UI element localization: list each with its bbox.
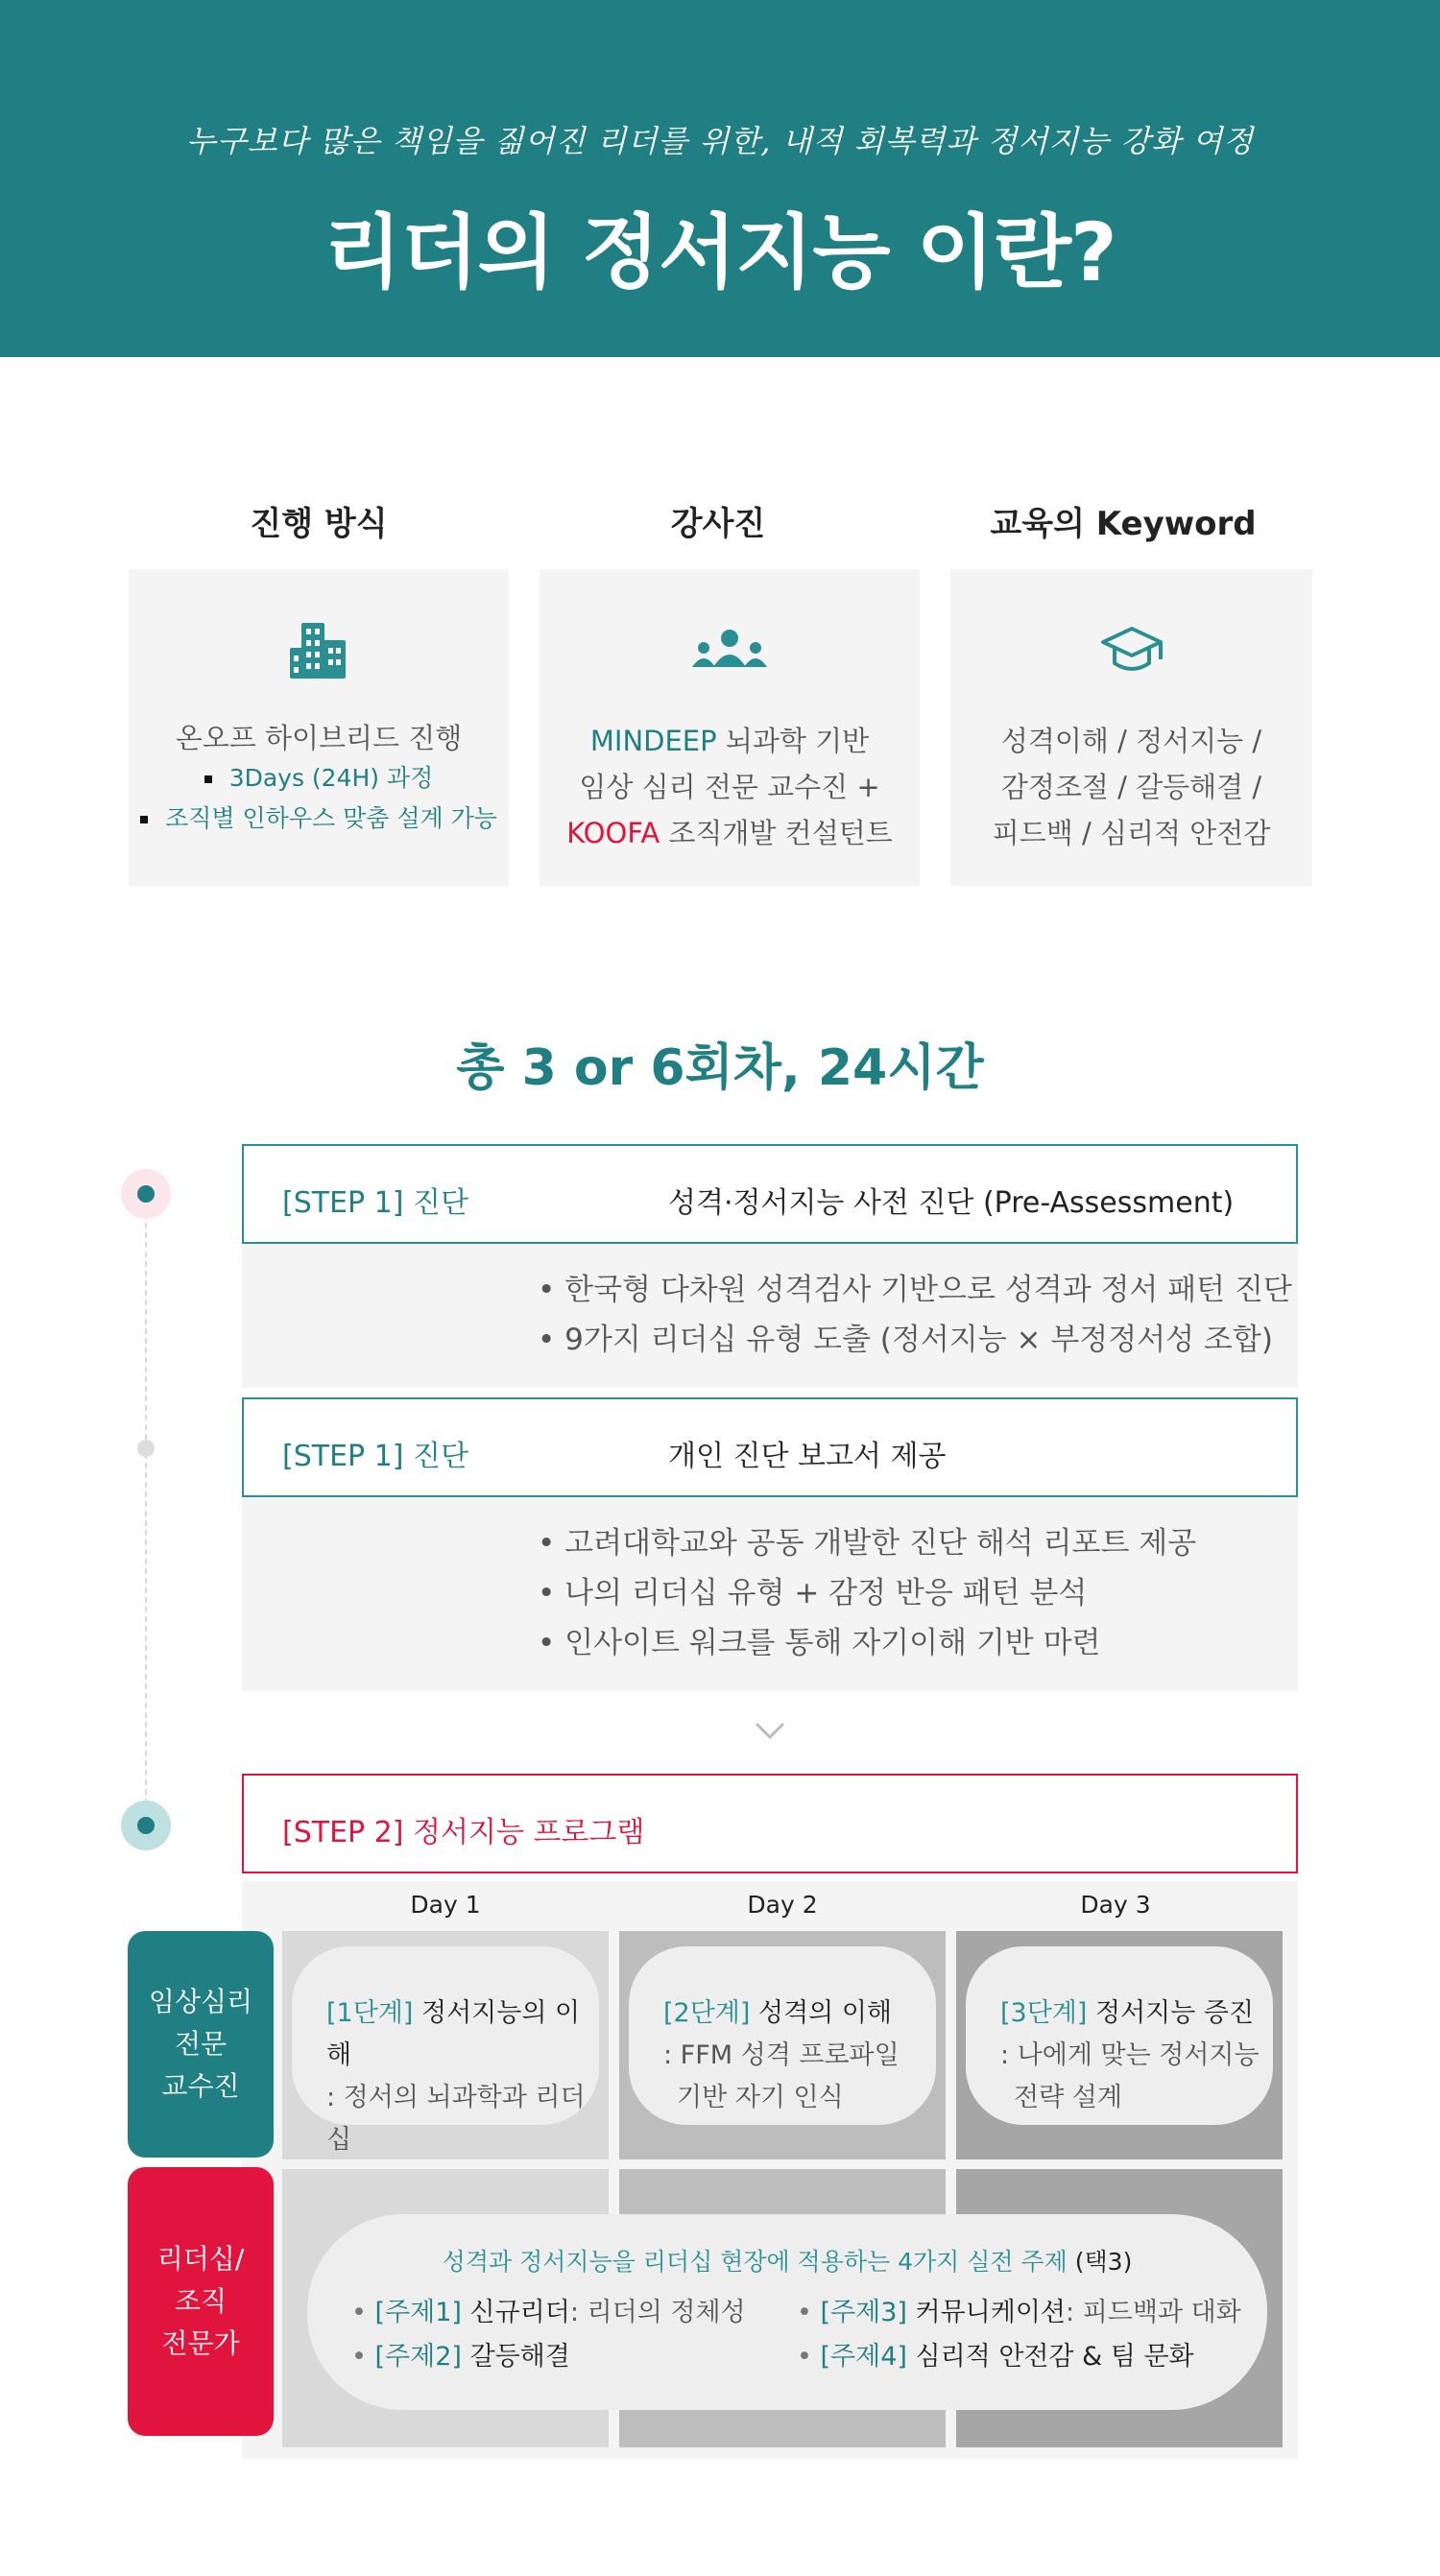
keywords-line-1: 성격이해 / 정서지능 / (1000, 725, 1262, 757)
building-icon (284, 619, 353, 680)
role-clinical: 임상심리 전문 교수진 (128, 1931, 274, 2158)
day-2-stage-cell (619, 1931, 946, 2159)
step-label: [STEP 1] 진단 (282, 1186, 468, 1220)
keywords-line-2: 감정조절 / 갈등해결 / (1000, 771, 1262, 803)
instructors-line-2: 임상 심리 전문 교수진 + (579, 771, 880, 803)
day-3-label: Day 3 (1080, 1891, 1151, 1919)
step-detail-2 (242, 1497, 1298, 1691)
topic-item: • [주제1] 신규리더: 리더의 정체성 (351, 2291, 746, 2335)
keywords-card (950, 569, 1312, 886)
instructors-line-1: MINDEEP 뇌과학 기반 (589, 725, 870, 757)
timeline-dot-3 (121, 1801, 171, 1850)
topic-item: • [주제3] 커뮤니케이션: 피드백과 대화 (797, 2291, 1241, 2335)
instructors-line-3: KOOFA 조직개발 컨설턴트 (566, 817, 893, 849)
graduation-cap-icon (1097, 619, 1166, 680)
step-box-3 (242, 1774, 1298, 1873)
topics-pill (307, 2214, 1267, 2410)
list-item: • 한국형 다차원 성격검사 기반으로 성격과 정서 패턴 진단 (538, 1265, 1292, 1315)
instructors-card (540, 569, 920, 886)
day-1-stage-cell (282, 1931, 609, 2159)
header-banner (0, 0, 1440, 357)
timeline-dot-2 (137, 1440, 155, 1457)
keywords-title: 교육의 Keyword (990, 505, 1257, 543)
list-item: • 고려대학교와 공동 개발한 진단 해석 리포트 제공 (538, 1518, 1196, 1568)
step-desc: 성격·정서지능 사전 진단 (Pre-Assessment) (668, 1186, 1235, 1220)
header-subtitle: 누구보다 많은 책임을 짊어진 리더를 위한, 내적 회복력과 정서지능 강화 여정 (185, 123, 1255, 159)
role-leadership: 리더십/ 조직 전문가 (128, 2167, 274, 2436)
method-bullet-2: 조직별 인하우스 맞춤 설계 가능 (129, 799, 509, 839)
timeline-dot-1 (121, 1169, 171, 1219)
method-title: 진행 방식 (250, 505, 388, 543)
step-label: [STEP 2] 정서지능 프로그램 (282, 1816, 645, 1849)
list-item: • 9가지 리더십 유형 도출 (정서지능 × 부정정서성 조합) (538, 1315, 1292, 1365)
step-detail-1 (242, 1244, 1298, 1388)
chevron-down-icon (753, 1714, 787, 1749)
instructors-title: 강사진 (670, 505, 766, 543)
list-item: • 나의 리더십 유형 + 감정 반응 패턴 분석 (538, 1568, 1196, 1618)
stage-pill: [3단계] 정서지능 증진 : 나에게 맞는 정서지능 전략 설계 (966, 1946, 1273, 2125)
method-line: 온오프 하이브리드 진행 (175, 722, 463, 754)
day-1-label: Day 1 (410, 1891, 481, 1919)
day-3-stage-cell (956, 1931, 1283, 2159)
list-item: • 인사이트 워크를 통해 자기이해 기반 마련 (538, 1618, 1196, 1668)
topic-item: • [주제4] 심리적 안전감 & 팀 문화 (797, 2335, 1241, 2379)
timeline-line (145, 1194, 147, 1824)
step-label: [STEP 1] 진단 (282, 1440, 468, 1473)
step-box-1 (242, 1144, 1298, 1244)
topic-item: • [주제2] 갈등해결 (351, 2335, 746, 2379)
topics-heading: 성격과 정서지능을 리더십 현장에 적용하는 4가지 실전 주제 (택3) (442, 2248, 1133, 2276)
method-card (129, 569, 509, 886)
people-group-icon (686, 619, 773, 680)
stage-pill: [2단계] 성격의 이해 : FFM 성격 프로파일 기반 자기 인식 (629, 1946, 936, 2125)
method-bullet-1: 3Days (24H) 과정 (129, 758, 509, 799)
step-desc: 개인 진단 보고서 제공 (668, 1440, 947, 1473)
total-sessions: 총 3 or 6회차, 24시간 (456, 1039, 984, 1097)
stage-pill: [1단계] 정서지능의 이해 : 정서의 뇌과학과 리더십 (292, 1946, 599, 2125)
page-title: 리더의 정서지능 이란? (324, 205, 1116, 299)
day-2-label: Day 2 (747, 1891, 818, 1919)
keywords-line-3: 피드백 / 심리적 안전감 (992, 817, 1271, 849)
step-box-2 (242, 1397, 1298, 1497)
